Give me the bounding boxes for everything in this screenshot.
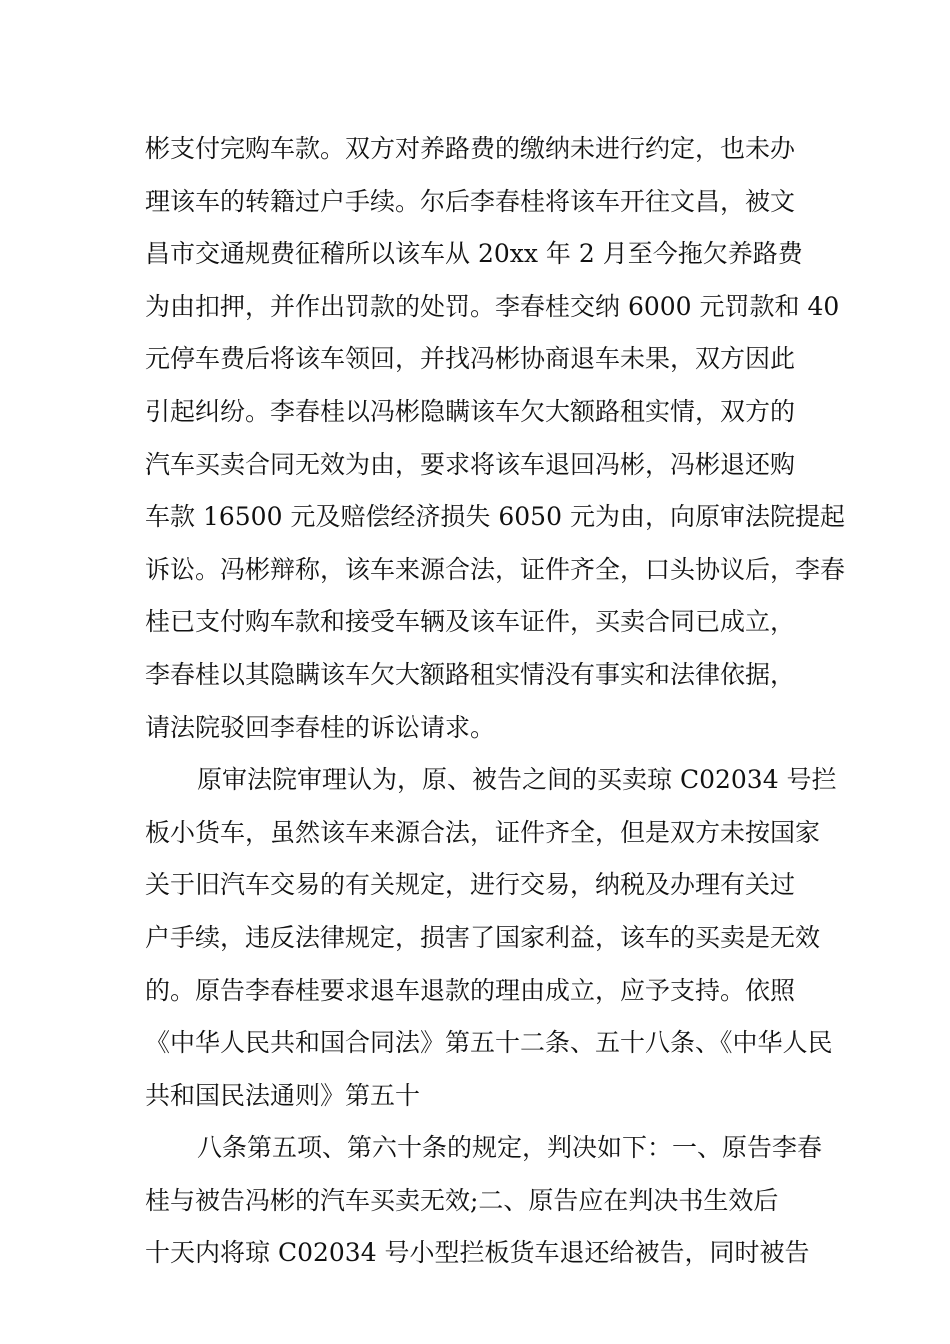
- text-line: 元停车费后将该车领回，并找冯彬协商退车未果，双方因此: [145, 344, 796, 374]
- paragraph-court-finding: [145, 758, 837, 1126]
- text-line: 理该车的转籍过户手续。尔后李春桂将该车开往文昌，被文: [145, 186, 796, 216]
- text-line-indented: 八条第五项、第六十条的规定，判决如下：一、原告李春: [197, 1133, 823, 1163]
- text-line: 关于旧汽车交易的有关规定，进行交易，纳税及办理有关过: [145, 870, 796, 900]
- paragraph-case-facts: [145, 127, 846, 758]
- text-line: 桂已支付购车款和接受车辆及该车证件，买卖合同已成立，: [145, 607, 796, 637]
- paragraph-judgment: [145, 1126, 823, 1284]
- text-line: 《中华人民共和国合同法》第五十二条、五十八条、《中华人民: [145, 1028, 833, 1058]
- text-line: 板小货车，虽然该车来源合法，证件齐全，但是双方未按国家: [145, 817, 821, 847]
- text-line: 桂与被告冯彬的汽车买卖无效;二、原告应在判决书生效后: [145, 1185, 779, 1215]
- text-line: 汽车买卖合同无效为由，要求将该车退回冯彬，冯彬退还购: [145, 449, 796, 479]
- text-line-indented: 原审法院审理认为，原、被告之间的买卖琼 C02034 号拦: [197, 765, 837, 795]
- text-line: 诉讼。冯彬辩称，该车来源合法，证件齐全，口头协议后，李春: [145, 554, 846, 584]
- text-line: 彬支付完购车款。双方对养路费的缴纳未进行约定，也未办: [145, 134, 796, 163]
- text-line: 引起纠纷。李春桂以冯彬隐瞒该车欠大额路租实情，双方的: [145, 396, 796, 426]
- text-line: 共和国民法通则》第五十: [145, 1080, 421, 1110]
- text-line: 为由扣押，并作出罚款的处罚。李春桂交纳 6000 元罚款和 40: [145, 291, 840, 321]
- text-line: 请法院驳回李春桂的诉讼请求。: [145, 712, 496, 742]
- text-line: 十天内将琼 C02034 号小型拦板货车退还给被告，同时被告: [145, 1238, 810, 1268]
- text-line: 昌市交通规费征稽所以该车从 20xx 年 2 月至今拖欠养路费: [145, 239, 803, 269]
- text-line: 的。原告李春桂要求退车退款的理由成立，应予支持。依照: [145, 975, 796, 1005]
- document-body: [145, 127, 846, 1284]
- text-line: 李春桂以其隐瞒该车欠大额路租实情没有事实和法律依据，: [145, 659, 796, 689]
- text-line: 户手续，违反法律规定，损害了国家利益，该车的买卖是无效: [145, 922, 821, 952]
- text-line: 车款 16500 元及赔偿经济损失 6050 元为由，向原审法院提起: [145, 502, 845, 532]
